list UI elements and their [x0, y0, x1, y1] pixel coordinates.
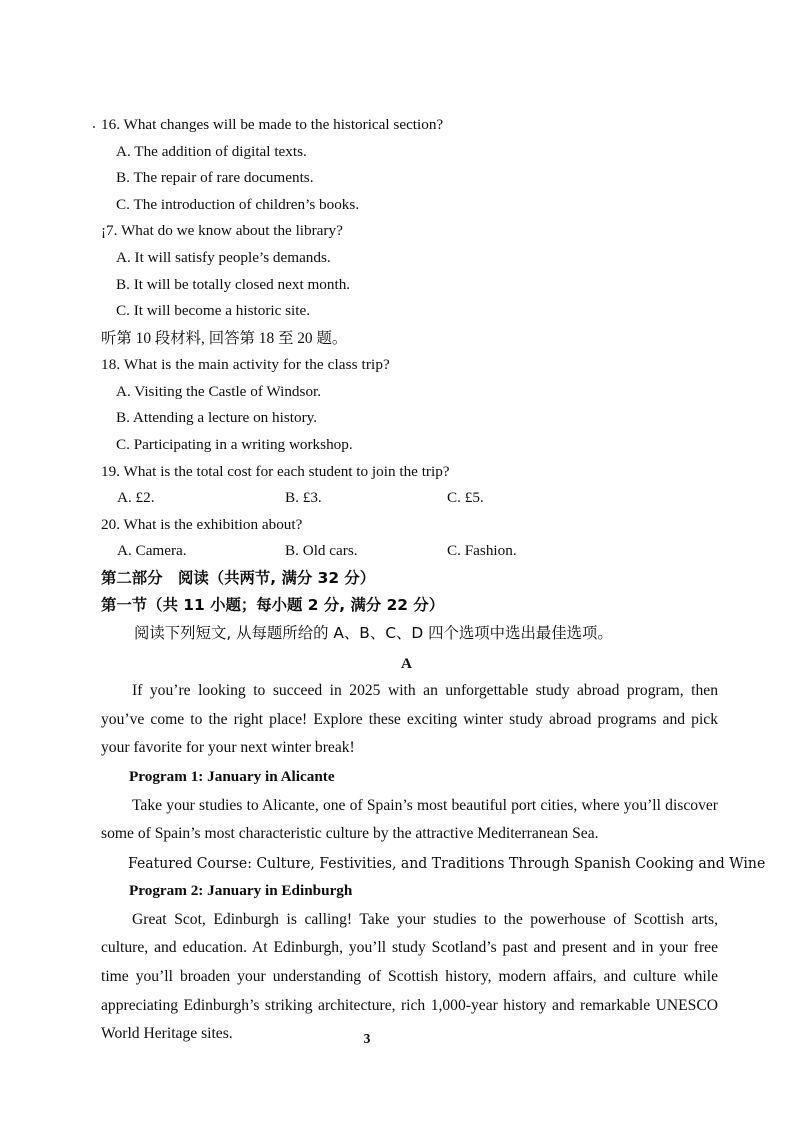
- question-20-stem: 20. What is the exhibition about?: [101, 515, 303, 533]
- program-1-heading: Program 1: January in Alicante: [129, 767, 335, 785]
- question-18-stem: 18. What is the main activity for the class trip?: [101, 356, 390, 374]
- part-two-heading: 第二部分 阅读（共两节, 满分 32 分）: [101, 568, 376, 587]
- page-content: [101, 112, 766, 1049]
- question-20-option-b[interactable]: B. Old cars.: [285, 542, 358, 560]
- question-17-option-b[interactable]: B. It will be totally closed next month.: [116, 275, 351, 293]
- question-16-option-b[interactable]: B. The repair of rare documents.: [116, 169, 314, 187]
- program-2-heading: Program 2: January in Edinburgh: [129, 882, 353, 900]
- listening-material-notice: 听第 10 段材料, 回答第 18 至 20 题。: [101, 329, 348, 347]
- passage-intro-paragraph: If you’re looking to succeed in 2025 with an unforgettable study abroad program, then you’ve come to the right place! Explore these exciting winter study abroad programs and pick your favorite for your next winter break!: [101, 682, 718, 757]
- question-19-stem: 19. What is the total cost for each student to join the trip?: [101, 462, 450, 480]
- question-18-option-a[interactable]: A. Visiting the Castle of Windsor.: [116, 382, 322, 400]
- question-17-option-a[interactable]: A. It will satisfy people’s demands.: [116, 248, 331, 266]
- reading-instruction: 阅读下列短文, 从每题所给的 A、B、C、D 四个选项中选出最佳选项。: [134, 623, 613, 642]
- question-17-option-c[interactable]: C. It will become a historic site.: [116, 302, 311, 320]
- program-1-body: Take your studies to Alicante, one of Spain’s most beautiful port cities, where you’ll discover some of Spain’s most characteristic culture by the attractive Mediterranean Sea.: [101, 796, 718, 843]
- question-16-stem: 16. What changes will be made to the historical section?: [101, 116, 444, 133]
- question-20-option-c[interactable]: C. Fashion.: [447, 542, 517, 560]
- question-20-options: [101, 538, 718, 565]
- scan-artifact-speck: [93, 126, 95, 128]
- question-17-stem: ¡7. What do we know about the library?: [101, 222, 343, 240]
- question-18-option-b[interactable]: B. Attending a lecture on history.: [116, 409, 318, 427]
- question-19-option-c[interactable]: C. £5.: [447, 489, 484, 507]
- section-one-heading: 第一节（共 11 小题；每小题 2 分, 满分 22 分）: [101, 596, 445, 615]
- page-number: 3: [363, 1031, 371, 1046]
- question-16-option-c[interactable]: C. The introduction of children’s books.: [116, 195, 360, 213]
- program-1-featured-course: Featured Course: Culture, Festivities, and Traditions Through Spanish Cooking and Wine: [127, 853, 766, 872]
- question-19-option-b[interactable]: B. £3.: [285, 489, 322, 507]
- question-19-option-a[interactable]: A. £2.: [117, 489, 155, 507]
- question-19-options: [101, 485, 718, 512]
- question-18-option-c[interactable]: C. Participating in a writing workshop.: [116, 435, 353, 453]
- passage-label-a: A: [401, 655, 412, 673]
- question-20-option-a[interactable]: A. Camera.: [117, 542, 187, 560]
- question-16-option-a[interactable]: A. The addition of digital texts.: [116, 142, 307, 160]
- program-2-body: Great Scot, Edinburgh is calling! Take your studies to the powerhouse of Scottish arts, culture, and education. At Edinburgh, you’ll study Scotland’s past and present and in your free time you’ll broaden your understanding of Scottish history, modern affairs, and culture while appreciating Edinburgh’s striking architecture, rich 1,000-year history and remarkable UNESCO World Heritage sites.: [101, 910, 718, 1043]
